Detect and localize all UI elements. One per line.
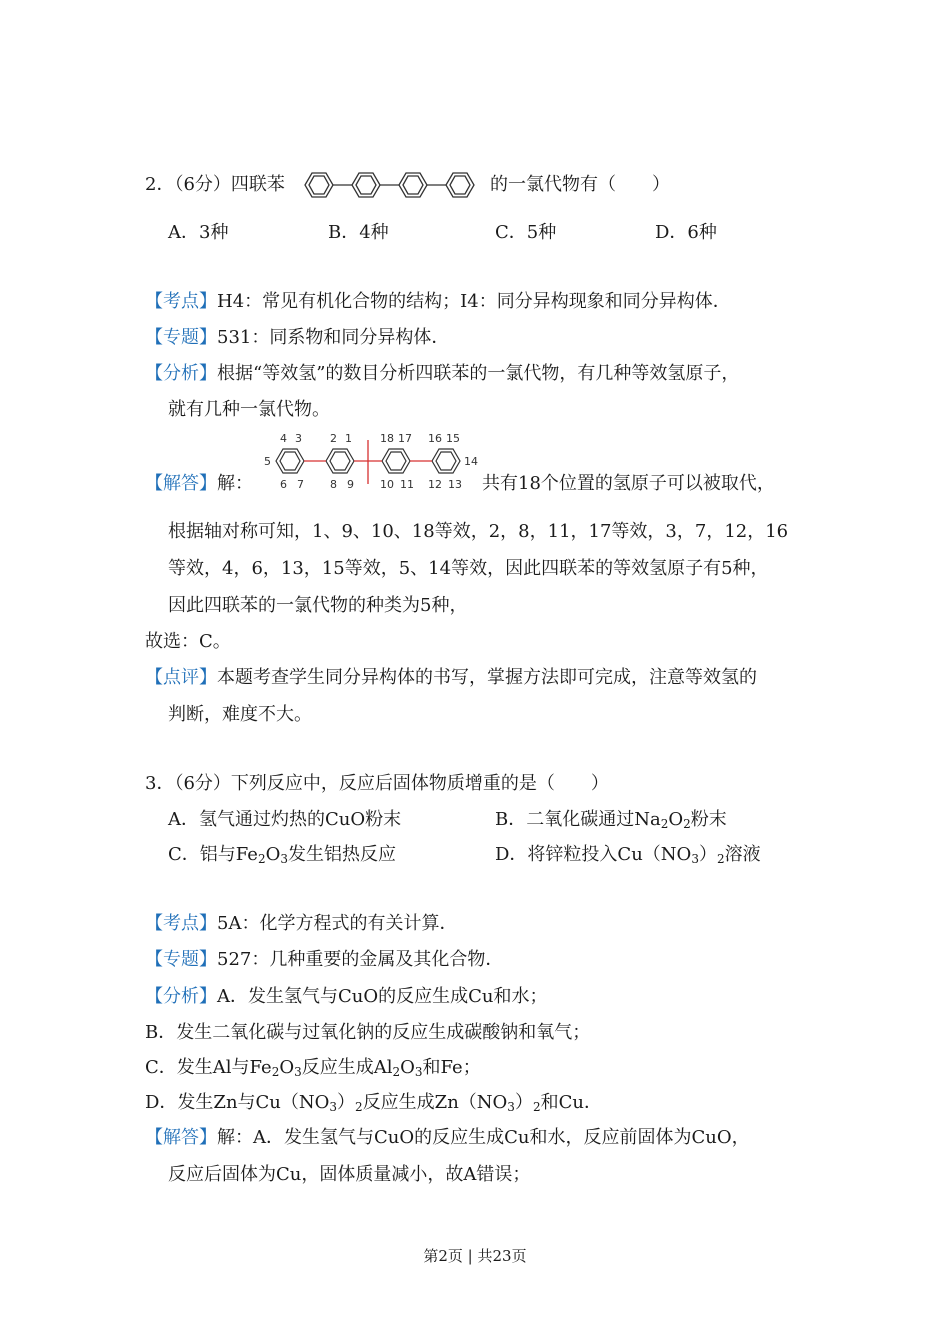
q3-fenxi-d-s2: 2	[355, 1100, 363, 1114]
q2-stem-prefix: 2．（6分）四联苯	[145, 174, 285, 195]
q3-fenxi-c-s1: 2	[271, 1065, 280, 1079]
diagram-label-5: 5	[264, 455, 271, 468]
q2-stem-suffix: 的一氯代物有（ ）	[490, 174, 670, 195]
q2-jieda-prefix: 解：	[217, 473, 253, 494]
diagram-label-10: 10	[380, 478, 394, 491]
q2-stem-tail	[490, 173, 670, 197]
q3-optb-pre: B．二氧化碳通过Na	[495, 809, 661, 830]
q2-option-c: C．5种	[495, 222, 557, 243]
q2-option-d: D．6种	[655, 222, 717, 243]
q3-optd-post: 溶液	[724, 844, 761, 865]
q2-answer: 故选：C。	[145, 631, 231, 652]
q2-kaodian-tag: 【考点】	[145, 291, 217, 312]
q3-option-a: A．氢气通过灼热的CuO粉末	[168, 809, 402, 830]
q3-option-c	[168, 843, 396, 867]
q2-stem	[145, 173, 285, 197]
q3-optc-post: 发生铝热反应	[287, 844, 396, 865]
diagram-label-2: 2	[330, 432, 337, 445]
q3-jieda-cont: 反应后固体为Cu，固体质量减小，故A错误；	[168, 1164, 531, 1185]
q3-stem: 3．（6分）下列反应中，反应后固体物质增重的是（ ）	[145, 773, 609, 794]
q2-option-a: A．3种	[168, 222, 229, 243]
q3-optc-pre: C．铝与Fe	[168, 844, 258, 865]
q3-zhuanti	[145, 948, 503, 972]
q3-fenxi-c-post: 和Fe；	[422, 1057, 481, 1078]
q3-fenxi-b: B．发生二氧化碳与过氧化钠的反应生成碳酸钠和氧气；	[145, 1022, 591, 1043]
q2-fenxi-tag: 【分析】	[145, 363, 217, 384]
diagram-label-1: 1	[345, 432, 352, 445]
q3-fenxi-d	[145, 1091, 602, 1115]
q2-zhuanti-text: 531：同系物和同分异构体．	[217, 327, 450, 348]
q3-optb-mid: O	[668, 809, 684, 830]
q3-optd-sub1: 3	[691, 852, 699, 866]
diagram-label-18: 18	[380, 432, 394, 445]
q3-fenxi-c-pre: C．发生Al与Fe	[145, 1057, 272, 1078]
q3-jieda-text-1: 解：A．发生氢气与CuO的反应生成Cu和水，反应前固体为CuO，	[217, 1127, 750, 1148]
q2-zhuanti-tag: 【专题】	[145, 327, 217, 348]
q3-fenxi-c-m2: 反应生成Al	[301, 1057, 393, 1078]
q3-optb-post: 粉末	[690, 809, 727, 830]
q3-optc-mid: O	[265, 844, 281, 865]
q3-optc-sub1: 2	[257, 852, 266, 866]
q3-fenxi-c-s3: 2	[392, 1065, 401, 1079]
q2-jieda	[145, 472, 253, 496]
q3-fenxi-d-m3: ）	[514, 1092, 533, 1113]
q2-dianping-text-1: 本题考查学生同分异构体的书写，掌握方法即可完成，注意等效氢的	[217, 667, 757, 688]
q2-fenxi	[145, 362, 739, 386]
diagram-label-3: 3	[295, 432, 302, 445]
diagram-label-12: 12	[428, 478, 442, 491]
q3-optb-sub2: 2	[683, 817, 691, 831]
q3-fenxi-d-s4: 2	[532, 1100, 541, 1114]
diagram-label-7: 7	[297, 478, 304, 491]
q3-zhuanti-tag: 【专题】	[145, 949, 217, 970]
q3-fenxi	[145, 985, 548, 1009]
q3-jieda	[145, 1126, 750, 1150]
q3-fenxi-a: A．发生氢气与CuO的反应生成Cu和水；	[217, 986, 548, 1007]
q2-fenxi-text-1: 根据“等效氢”的数目分析四联苯的一氯代物，有几种等效氢原子，	[217, 363, 740, 384]
q3-jieda-tag: 【解答】	[145, 1127, 217, 1148]
q2-zhuanti	[145, 326, 449, 350]
numbered-quaterphenyl-diagram	[262, 430, 482, 492]
q3-fenxi-d-s1: 3	[329, 1100, 338, 1114]
q2-jieda-text-1: 共有18个位置的氢原子可以被取代，	[482, 473, 775, 494]
diagram-label-11: 11	[400, 478, 414, 491]
q3-fenxi-d-m1: ）	[337, 1092, 356, 1113]
q2-kaodian-text: H4：常见有机化合物的结构；I4：同分异构现象和同分异构体．	[217, 291, 731, 312]
q3-fenxi-d-s3: 3	[507, 1100, 515, 1114]
q3-kaodian-text: 5A：化学方程式的有关计算．	[217, 913, 458, 934]
q3-kaodian-tag: 【考点】	[145, 913, 217, 934]
q2-jieda-text-4: 因此四联苯的一氯代物的种类为5种，	[168, 595, 468, 616]
q3-fenxi-tag: 【分析】	[145, 986, 217, 1007]
page-footer: 第2页 | 共23页	[423, 1247, 527, 1265]
q3-optb-sub1: 2	[660, 817, 669, 831]
q3-fenxi-c-m1: O	[279, 1057, 295, 1078]
q3-optd-mid: ）	[698, 844, 717, 865]
diagram-label-13: 13	[448, 478, 462, 491]
q2-option-b: B．4种	[328, 222, 389, 243]
diagram-label-4: 4	[280, 432, 287, 445]
q2-dianping	[145, 666, 757, 690]
q3-optc-sub2: 3	[280, 852, 288, 866]
quaterphenyl-structure	[300, 165, 490, 205]
q3-optd-sub2: 2	[716, 852, 725, 866]
q3-option-d	[495, 843, 761, 867]
q3-fenxi-c-s4: 3	[414, 1065, 423, 1079]
q3-option-b	[495, 808, 727, 832]
q2-jieda-text-2: 根据轴对称可知，1、9、10、18等效，2，8，11，17等效，3，7，12，16	[168, 521, 789, 542]
diagram-label-6: 6	[280, 478, 287, 491]
q3-fenxi-c-s2: 3	[294, 1065, 302, 1079]
q2-jieda-text-3: 等效，4，6，13，15等效，5、14等效，因此四联苯的等效氢原子有5种，	[168, 558, 769, 579]
diagram-label-9: 9	[347, 478, 354, 491]
q2-dianping-cont: 判断，难度不大。	[168, 704, 312, 725]
q3-optd-pre: D．将锌粒投入Cu（NO	[495, 844, 692, 865]
q3-fenxi-d-pre: D．发生Zn与Cu（NO	[145, 1092, 330, 1113]
q3-zhuanti-text: 527：几种重要的金属及其化合物．	[217, 949, 504, 970]
q2-jieda-tag: 【解答】	[145, 473, 217, 494]
diagram-label-16: 16	[428, 432, 442, 445]
q3-fenxi-d-m2: 反应生成Zn（NO	[362, 1092, 508, 1113]
q2-fenxi-cont: 就有几种一氯代物。	[168, 399, 330, 420]
q3-fenxi-c-m3: O	[400, 1057, 415, 1078]
q3-fenxi-c	[145, 1056, 481, 1080]
diagram-label-8: 8	[330, 478, 337, 491]
q3-kaodian	[145, 912, 457, 936]
q2-dianping-tag: 【点评】	[145, 667, 217, 688]
diagram-label-17: 17	[398, 432, 412, 445]
diagram-label-14: 14	[464, 455, 478, 468]
q3-fenxi-d-post: 和Cu．	[540, 1092, 602, 1113]
diagram-label-15: 15	[446, 432, 460, 445]
q2-kaodian	[145, 290, 731, 314]
